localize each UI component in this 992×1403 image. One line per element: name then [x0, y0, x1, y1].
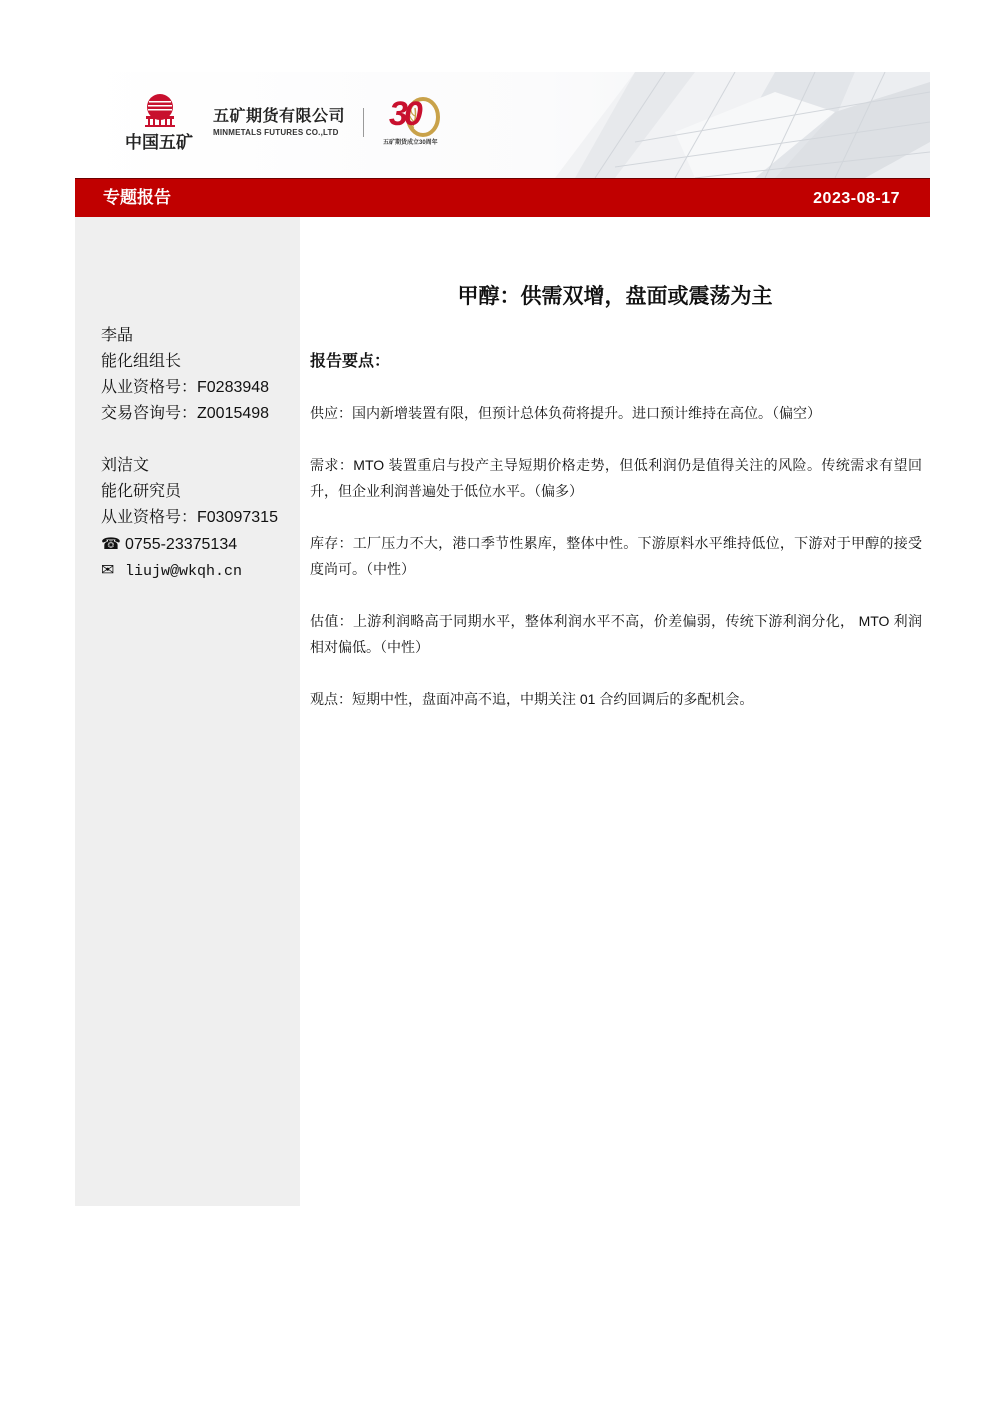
company-name-cn: 五矿期货有限公司 — [213, 108, 346, 125]
anniversary-number: 30 — [389, 95, 419, 133]
header-building-image — [75, 72, 930, 178]
report-title: 甲醇：供需双增，盘面或震荡为主 — [457, 285, 773, 308]
brand-name-cn: 中国五矿 — [125, 133, 193, 152]
summary-point-demand: 需求：MTO 装置重启与投产主导短期价格走势，但低利润仍是值得关注的风险。传统需求有望回升，但企业利润普遍处于低位水平。（偏多） — [310, 457, 922, 499]
minmetals-emblem-logo — [141, 92, 179, 128]
author-name: 刘洁文 — [101, 457, 150, 474]
author-list — [101, 323, 296, 609]
company-name-en: MINMETALS FUTURES CO.,LTD — [213, 128, 339, 137]
author-name: 李晶 — [101, 327, 134, 344]
author-title: 能化组组长 — [101, 353, 182, 370]
summary-heading: 报告要点： — [310, 353, 391, 370]
summary-point-view: 观点：短期中性，盘面冲高不追，中期关注 01 合约回调后的多配机会。 — [310, 691, 754, 707]
author-email-address: liujw@wkqh.cn — [125, 563, 243, 580]
anniversary-logo — [381, 90, 447, 150]
author-title: 能化研究员 — [101, 483, 182, 500]
author-qualification: 从业资格号：F0283948 — [101, 379, 270, 396]
summary-points — [310, 400, 922, 738]
author-card — [101, 453, 296, 583]
report-type-label: 专题报告 — [103, 188, 171, 207]
author-phone — [101, 531, 296, 557]
report-date: 2023-08-17 — [813, 190, 900, 207]
report-type-banner — [75, 178, 930, 217]
summary-point-valuation: 估值：上游利润略高于同期水平，整体利润水平不高，价差偏弱，传统下游利润分化， MTO 利润相对偏低。（中性） — [310, 613, 922, 655]
author-consult-number: 交易咨询号：Z0015498 — [101, 405, 270, 422]
author-sidebar — [75, 217, 300, 1206]
author-email — [101, 557, 296, 583]
summary-point-supply: 供应：国内新增装置有限，但预计总体负荷将提升。进口预计维持在高位。（偏空） — [310, 405, 821, 421]
report-header — [75, 72, 930, 178]
email-icon: ✉ — [101, 560, 115, 579]
author-qualification: 从业资格号：F03097315 — [101, 509, 278, 526]
anniversary-caption: 五矿期货成立30周年 — [383, 140, 438, 146]
header-divider — [363, 108, 364, 137]
author-card — [101, 323, 296, 427]
author-phone-number: 0755-23375134 — [125, 536, 238, 553]
phone-icon: ☎ — [101, 534, 121, 553]
summary-point-inventory: 库存：工厂压力不大，港口季节性累库，整体中性。下游原料水平维持低位，下游对于甲醇的接受度尚可。（中性） — [310, 535, 922, 577]
